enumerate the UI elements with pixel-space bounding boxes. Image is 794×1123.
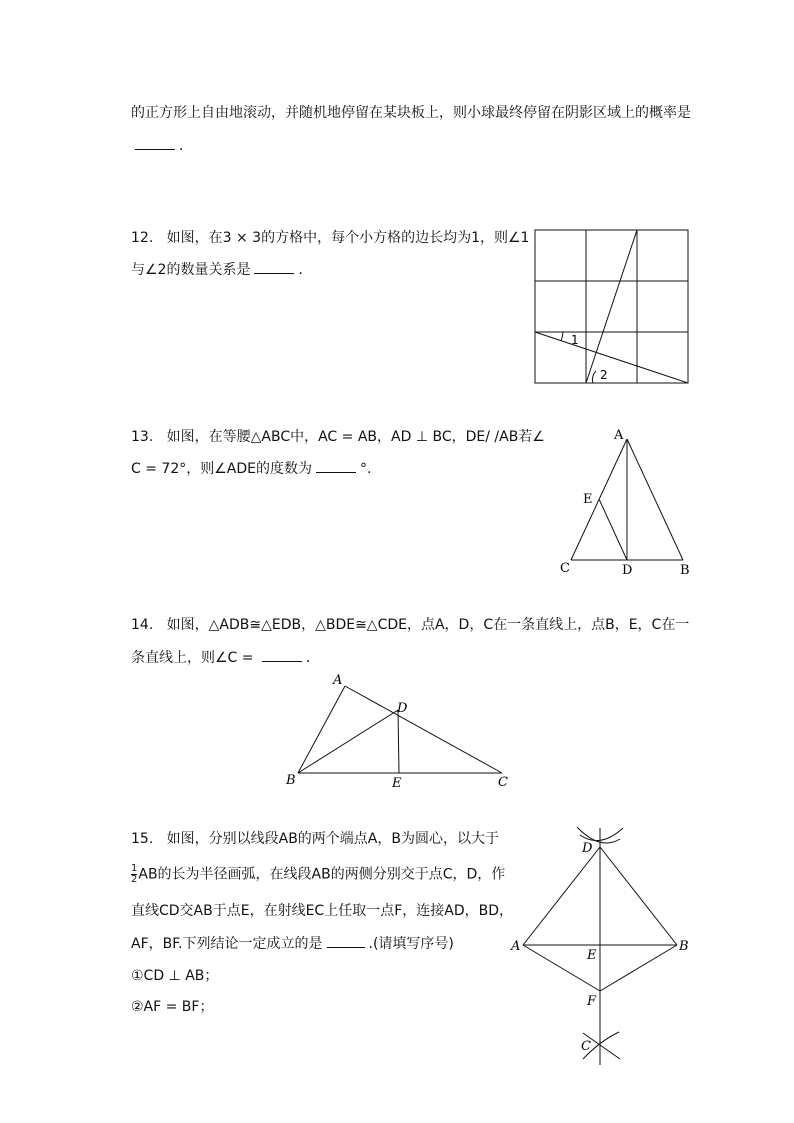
q12-answer-blank[interactable] — [254, 259, 294, 274]
label-A: A — [333, 673, 343, 688]
fraction-numerator: 1 — [131, 863, 138, 874]
label-B: B — [679, 939, 689, 954]
q15-option-1: ①CD ⊥ AB； — [131, 968, 219, 984]
label-D: D — [397, 701, 408, 716]
q15-answer-blank[interactable] — [327, 933, 365, 948]
label-B: B — [286, 773, 296, 788]
label-C: C — [498, 775, 508, 790]
label-A: A — [511, 939, 521, 954]
q11-line1: 的正方形上自由地滚动，并随机地停留在某块板上，则小球最终停留在阴影区域上的概率是 — [131, 105, 691, 121]
q14-line2 — [131, 647, 320, 668]
q13-tail: °. — [359, 461, 372, 477]
segment-BF — [600, 945, 677, 991]
segment-AD — [523, 847, 600, 945]
q15-number: 15. — [131, 831, 154, 847]
label-A: A — [614, 428, 624, 443]
q14-answer-blank[interactable] — [262, 647, 302, 662]
fraction-denominator: 2 — [131, 874, 138, 885]
q14-triangle-figure — [280, 668, 520, 798]
q14-line1 — [131, 615, 689, 635]
q14-number: 14. — [131, 617, 154, 633]
q12-text-2: 与∠2的数量关系是 — [131, 262, 251, 278]
angle-2-label: 2 — [600, 368, 608, 382]
q11-line2 — [131, 135, 193, 156]
steep-segment — [586, 230, 637, 383]
q12-tail: ． — [298, 262, 313, 278]
label-E: E — [587, 948, 597, 963]
angle-1-arc — [561, 332, 563, 341]
q12-line2 — [131, 259, 312, 280]
side-AB — [298, 686, 345, 773]
q15-line2 — [131, 864, 505, 885]
segment-DE — [398, 710, 399, 773]
q14-text-1: 如图，△ADB≅△EDB，△BDE≅△CDE，点A，D，C在一条直线上，点B，E，C在一 — [166, 617, 690, 633]
q15-text-1: 如图，分别以线段AB的两个端点A，B为圆心，以大于 — [166, 831, 499, 847]
q12-text-1: 如图，在3 × 3的方格中，每个小方格的边长均为1，则∠1 — [166, 230, 530, 246]
q13-text-2: C = 72°，则∠ADE的度数为 — [131, 461, 312, 477]
half-fraction — [131, 864, 137, 885]
q13-line1 — [131, 427, 545, 447]
side-AC — [345, 686, 502, 773]
q13-triangle-figure — [555, 425, 700, 580]
q15-text-2: AB的长为半径画弧，在线段AB的两侧分别交于点C，D，作 — [138, 866, 506, 883]
q13-text-1: 如图，在等腰△ABC中，AC = AB，AD ⊥ BC，DE/ /AB若∠ — [166, 429, 545, 445]
label-E: E — [392, 776, 402, 791]
label-F: F — [587, 994, 597, 1009]
q14-text-2: 条直线上，则∠C = — [131, 650, 258, 666]
angle-2-arc — [592, 371, 596, 383]
label-D: D — [582, 841, 593, 856]
label-D: D — [622, 563, 633, 578]
segment-DE — [599, 499, 627, 560]
q14-tail: ． — [305, 650, 320, 666]
q15-text-4b: .(请填写序号) — [368, 936, 454, 952]
label-E: E — [583, 492, 593, 507]
q15-line3: 直线CD交AB于点E，在射线EC上任取一点F，连接AD，BD， — [131, 903, 513, 919]
q13-line2 — [131, 458, 371, 479]
segment-BD — [600, 847, 677, 945]
side-AB — [627, 439, 683, 560]
label-C: C — [560, 561, 570, 576]
q11-tail: ． — [179, 138, 193, 154]
q15-line4 — [131, 933, 454, 954]
q15-option-2: ②AF = BF； — [131, 999, 214, 1015]
q12-number: 12. — [131, 230, 154, 246]
q13-answer-blank[interactable] — [316, 458, 356, 473]
angle-1-label: 1 — [571, 333, 579, 347]
q11-answer-blank[interactable] — [135, 135, 175, 150]
label-B: B — [680, 563, 690, 578]
diagonal-segment — [535, 332, 688, 383]
q15-construction-figure — [505, 825, 700, 1070]
q15-line1 — [131, 829, 499, 849]
segment-BD — [298, 710, 398, 773]
arc-upper-1 — [580, 828, 623, 841]
q13-number: 13. — [131, 429, 154, 445]
q15-text-4: AF，BF.下列结论一定成立的是 — [131, 936, 323, 952]
label-C: C — [581, 1039, 591, 1054]
q12-grid-figure — [530, 225, 695, 390]
q12-line1 — [131, 228, 529, 248]
